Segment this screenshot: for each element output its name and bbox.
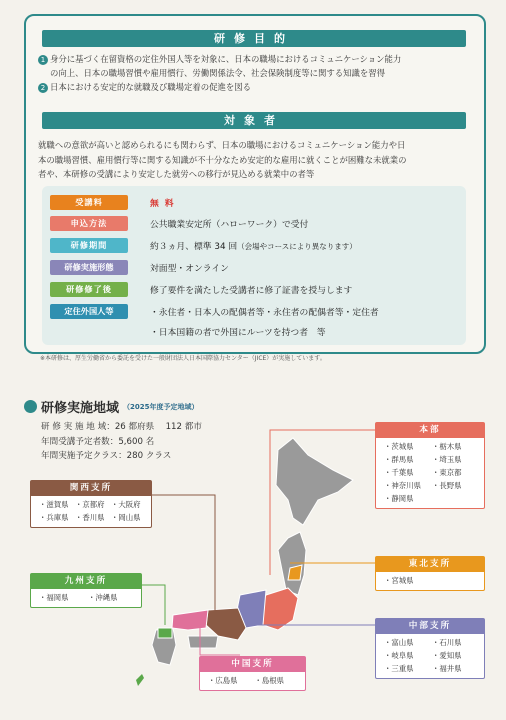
foreigner-row-2 <box>150 324 326 339</box>
pref-item: ・石川県 <box>432 638 462 647</box>
period-row <box>50 238 357 253</box>
region-title-text: 研修実施地域 <box>41 401 120 416</box>
region-title <box>24 397 199 416</box>
pref-item: ・福岡県 <box>39 593 69 602</box>
fee-row <box>50 195 180 210</box>
branch-honbu-title: 本部 <box>376 423 484 438</box>
footnote: ※本研修は、厚生労働省から委託を受けた一般財団法人日本国際協力センター（JICE）が実施しています。 <box>40 355 326 362</box>
pref-item: ・富山県 <box>384 638 414 647</box>
format-row <box>50 260 229 275</box>
pref-item: ・岡山県 <box>111 513 141 522</box>
branch-chugoku-title: 中国支所 <box>200 657 305 672</box>
branch-kansai-title: 関西支所 <box>31 481 151 496</box>
pref-item: ・群馬県 <box>384 455 414 464</box>
purpose-num-1: 1 <box>38 55 48 65</box>
purpose-item1-line2: の向上、日本の職場習慣や雇用慣行、労働関係法令、社会保険制度等に関する知識を習得 <box>50 68 385 78</box>
format-label: 研修実施形態 <box>50 260 128 275</box>
pref-item: ・広島県 <box>208 676 238 685</box>
branch-kyushu-title: 九州支所 <box>31 574 141 589</box>
foreigner-label: 定住外国人等 <box>50 304 128 319</box>
foreigner-value2: ・日本国籍の者で外国にルーツを持つ者 等 <box>150 328 326 338</box>
purpose-num-2: 2 <box>38 83 48 93</box>
apply-label: 申込方法 <box>50 216 128 231</box>
purpose-text <box>38 52 474 94</box>
pref-item: ・栃木県 <box>432 442 462 451</box>
pref-item: ・静岡県 <box>384 494 414 503</box>
target-line3: 者や、本研修の受講により安定した就労への移行が見込める就業中の者等 <box>38 169 315 179</box>
purpose-header: 研修目的 <box>42 30 466 47</box>
stat-line-1: 研 修 実 施 地 域：26 都府県 112 都市 <box>41 422 202 432</box>
fee-value: 無料 <box>150 199 180 209</box>
branch-tohoku-title: 東北支所 <box>376 557 484 572</box>
period-value: 約３ヵ月、標準 34 回 <box>150 242 238 252</box>
pref-item: ・三重県 <box>384 664 414 673</box>
pref-item: ・愛知県 <box>432 651 462 660</box>
map-chugoku <box>172 610 208 630</box>
pref-item: ・福井県 <box>432 664 462 673</box>
pref-item: ・埼玉県 <box>432 455 462 464</box>
pref-item: ・宮城県 <box>384 576 414 585</box>
map-kansai <box>206 608 246 640</box>
region-subtitle: （2025年度予定地域） <box>123 402 199 411</box>
branch-chugoku <box>199 656 306 691</box>
stat-line-2: 年間受講予定者数：5,600 名 <box>41 436 155 447</box>
pref-item: ・島根県 <box>254 676 285 685</box>
pref-item: ・東京都 <box>432 468 462 477</box>
map-shikoku <box>188 636 218 648</box>
branch-chubu <box>375 618 485 679</box>
period-note: （会場やコースにより異なります） <box>237 242 357 251</box>
target-header: 対象者 <box>42 112 466 129</box>
after-row <box>50 282 352 297</box>
pref-item: ・神奈川県 <box>384 481 421 490</box>
info-box <box>24 14 486 354</box>
branch-honbu <box>375 422 485 509</box>
map-tohoku <box>278 532 306 595</box>
pref-item: ・茨城県 <box>384 442 414 451</box>
pref-item: ・兵庫県 <box>39 513 69 522</box>
bullet-icon <box>24 400 37 413</box>
format-value: 対面型・オンライン <box>150 264 229 274</box>
foreigner-value1: ・永住者・日本人の配偶者等・永住者の配偶者等・定住者 <box>150 308 379 318</box>
pref-item: ・沖縄県 <box>88 593 118 602</box>
period-label: 研修期間 <box>50 238 128 253</box>
map-okinawa <box>136 674 144 686</box>
branch-kansai <box>30 480 152 528</box>
purpose-item2-line1: 日本における安定的な就職及び職場定着の促進を図る <box>50 82 251 92</box>
pref-item: ・千葉県 <box>384 468 414 477</box>
stat-line-3: 年間実施予定クラス：280 クラス <box>41 451 172 461</box>
purpose-item1-line1: 身分に基づく在留資格の定住外国人等を対象に、日本の職場におけるコミュニケーション能力 <box>50 54 402 64</box>
pref-item: ・長野県 <box>432 481 462 490</box>
branch-tohoku <box>375 556 485 591</box>
after-label: 研修修了後 <box>50 282 128 297</box>
branch-kyushu <box>30 573 142 608</box>
after-value: 修了要件を満たした受講者に修了証書を授与します <box>150 286 353 296</box>
pref-item: ・京都府 <box>75 500 105 509</box>
pref-item: ・岐阜県 <box>384 651 414 660</box>
target-line2: 本の職場習慣、雇用慣行等に関する知識が不十分なため安定的な雇用に就くことが困難な未就業の <box>38 154 407 165</box>
fee-label: 受講料 <box>50 195 128 210</box>
target-text <box>38 138 474 182</box>
branch-chubu-title: 中部支所 <box>376 619 484 634</box>
pref-item: ・香川県 <box>75 513 105 522</box>
apply-value: 公共職業安定所（ハローワーク）で受付 <box>150 220 309 230</box>
details-panel <box>42 186 466 345</box>
foreigner-row <box>50 304 379 319</box>
map-fukuoka <box>158 628 172 638</box>
pref-item: ・大阪府 <box>111 500 141 509</box>
target-line1: 就職への意欲が高いと認められるにも関わらず、日本の職場におけるコミュニケーション能力や日 <box>38 140 406 150</box>
apply-row <box>50 216 308 231</box>
map-hokkaido <box>276 438 353 525</box>
pref-item: ・滋賀県 <box>39 500 69 509</box>
